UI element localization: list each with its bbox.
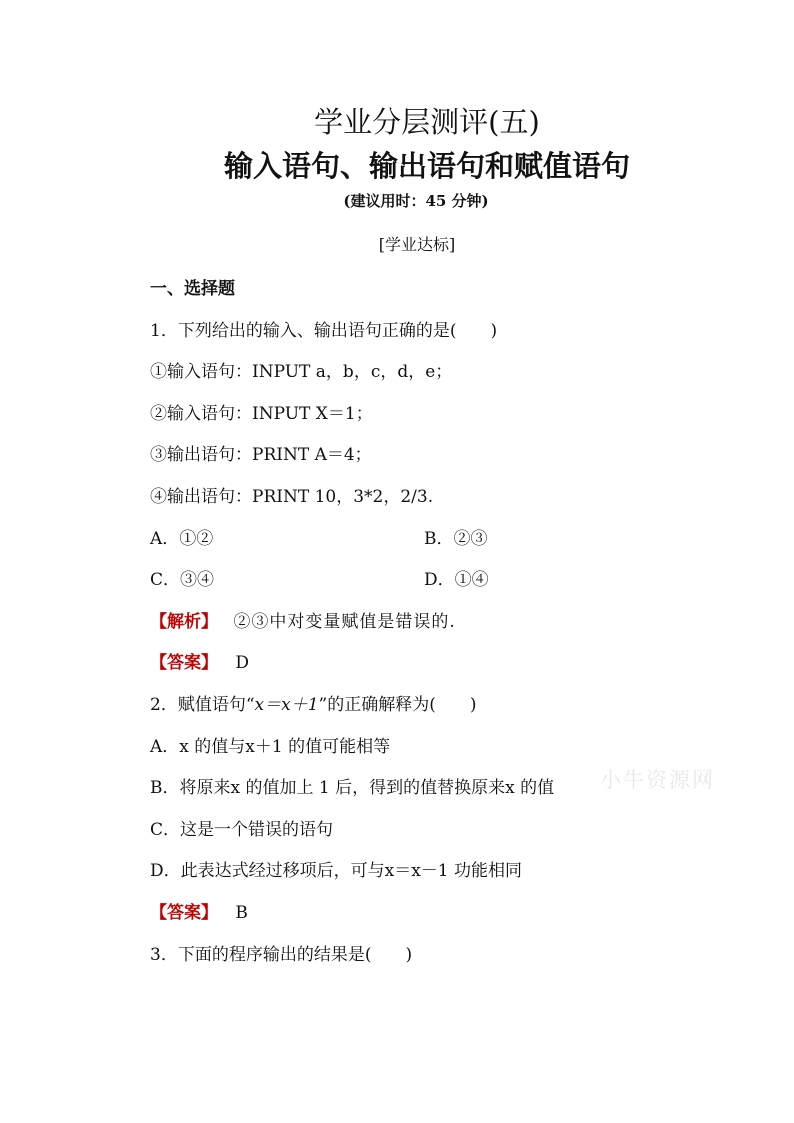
q1-item-4: ④输出语句：PRINT 10，3*2，2/3. bbox=[150, 487, 434, 507]
q1-option-d: D．①④ bbox=[424, 570, 489, 590]
q1-answer bbox=[150, 648, 249, 673]
time-note: (建议用时：45 分钟) bbox=[343, 192, 489, 210]
q2-stem bbox=[150, 690, 476, 715]
q1-option-c: C．③④ bbox=[150, 570, 215, 590]
q1-analysis bbox=[150, 607, 456, 632]
q1-option-b: B．②③ bbox=[424, 529, 488, 549]
answer-value: B bbox=[235, 903, 248, 923]
q1-option-a: A．①② bbox=[150, 529, 214, 549]
answer-tag: 【答案】 bbox=[150, 903, 218, 923]
q1-item-1: ①输入语句：INPUT a，b，c，d，e； bbox=[150, 362, 453, 382]
q2-stem-expression: x＝x＋1 bbox=[254, 695, 319, 715]
q3-stem: 3．下面的程序输出的结果是( ) bbox=[150, 945, 413, 965]
answer-tag: 【答案】 bbox=[150, 653, 218, 673]
q1-stem: 1．下列给出的输入、输出语句正确的是( ) bbox=[150, 321, 498, 341]
answer-value: D bbox=[235, 653, 250, 673]
level-label: [学业达标] bbox=[378, 235, 456, 254]
q2-option-b: B．将原来x 的值加上 1 后，得到的值替换原来x 的值 bbox=[150, 778, 555, 798]
q2-stem-suffix: ”的正确解释为( ) bbox=[318, 695, 477, 715]
q1-item-2: ②输入语句：INPUT X＝1； bbox=[150, 404, 373, 424]
watermark: 小牛资源网 bbox=[600, 768, 715, 792]
page-subtitle: 输入语句、输出语句和赋值语句 bbox=[223, 149, 630, 183]
page-title: 学业分层测评(五) bbox=[314, 105, 540, 139]
section-title: 一、选择题 bbox=[150, 279, 235, 299]
q2-stem-prefix: 2．赋值语句“ bbox=[150, 695, 255, 715]
analysis-tag: 【解析】 bbox=[150, 612, 218, 632]
q2-option-c: C．这是一个错误的语句 bbox=[150, 820, 334, 840]
q2-answer bbox=[150, 898, 248, 923]
q2-option-d: D．此表达式经过移项后，可与x＝x－1 功能相同 bbox=[150, 861, 523, 881]
q2-option-a: A．x 的值与x＋1 的值可能相等 bbox=[150, 737, 391, 757]
analysis-text: ②③中对变量赋值是错误的. bbox=[233, 612, 456, 632]
q1-item-3: ③输出语句：PRINT A＝4； bbox=[150, 445, 372, 465]
